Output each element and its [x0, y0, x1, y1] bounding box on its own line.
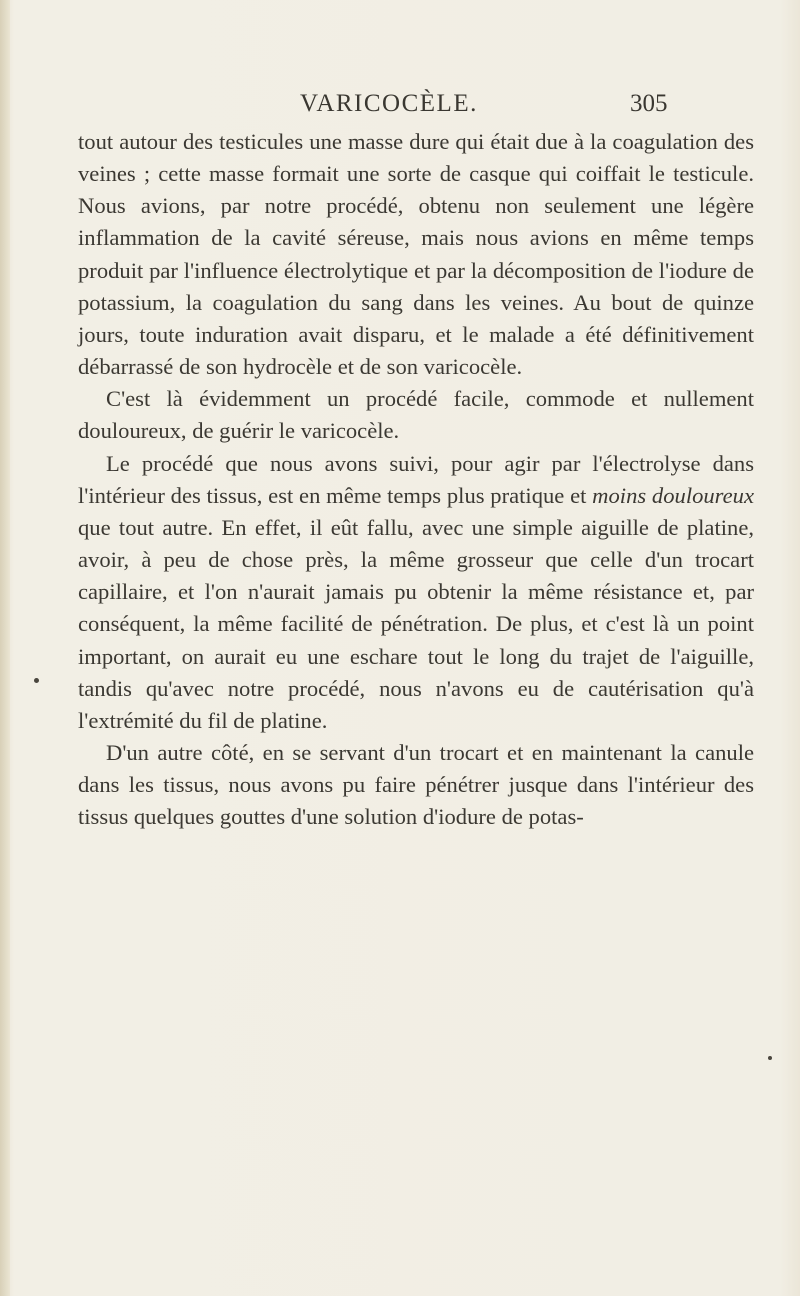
- page-number: 305: [630, 90, 668, 117]
- running-title: VARICOCÈLE.: [300, 90, 478, 117]
- page-spine-shadow: [0, 0, 10, 1296]
- paragraph-3: [78, 448, 754, 737]
- ink-speck: [768, 1056, 772, 1060]
- paragraph-1: tout autour des testicules une masse dure qui était due à la coagulation des veines ; cette masse formait une sorte de casque qui coiffait le testicule. Nous avions, par notre procédé, obtenu non seulement une légère inflammation de la cavité séreuse, mais nous avions en même temps produit par l'influence électrolytique et par la décomposition de l'iodure de potassium, la coagulation du sang dans les veines. Au bout de quinze jours, toute induration avait disparu, et le malade a été définitivement débarrassé de son hydrocèle et de son varicocèle.: [78, 129, 754, 380]
- paragraph-3-italic-text: moins douloureux: [592, 482, 754, 508]
- paragraph-4: D'un autre côté, en se servant d'un trocart et en maintenant la canule dans les tissus, nous avons pu faire pénétrer jusque dans l'intérieur des tissus quelques gouttes d'une solution d'iodure de potas-: [78, 739, 754, 830]
- ink-speck: [34, 678, 39, 683]
- paragraph-3-text-before: Le procédé que nous avons suivi, pour agir par l'électrolyse dans l'intérieur des tissus, est en même temps plus pratique et: [78, 450, 754, 508]
- body-text: [78, 126, 754, 833]
- paragraph-3-text-after: que tout autre. En effet, il eût fallu, avec une simple aiguille de platine, avoir, à peu de chose près, la même grosseur que celle d'un trocart capillaire, et l'on n'aurait jamais pu obtenir la même résistance et, par conséquent, la même facilité de pénétration. De plus, et c'est là un point important, on aurait eu une eschare tout le long du trajet de l'aiguille, tandis qu'avec notre procédé, nous n'avons eu de cautérisation qu'à l'extrémité du fil de platine.: [78, 514, 754, 733]
- paragraph-2: C'est là évidemment un procédé facile, commode et nullement douloureux, de guérir le varicocèle.: [78, 386, 754, 444]
- page-header: [0, 86, 800, 122]
